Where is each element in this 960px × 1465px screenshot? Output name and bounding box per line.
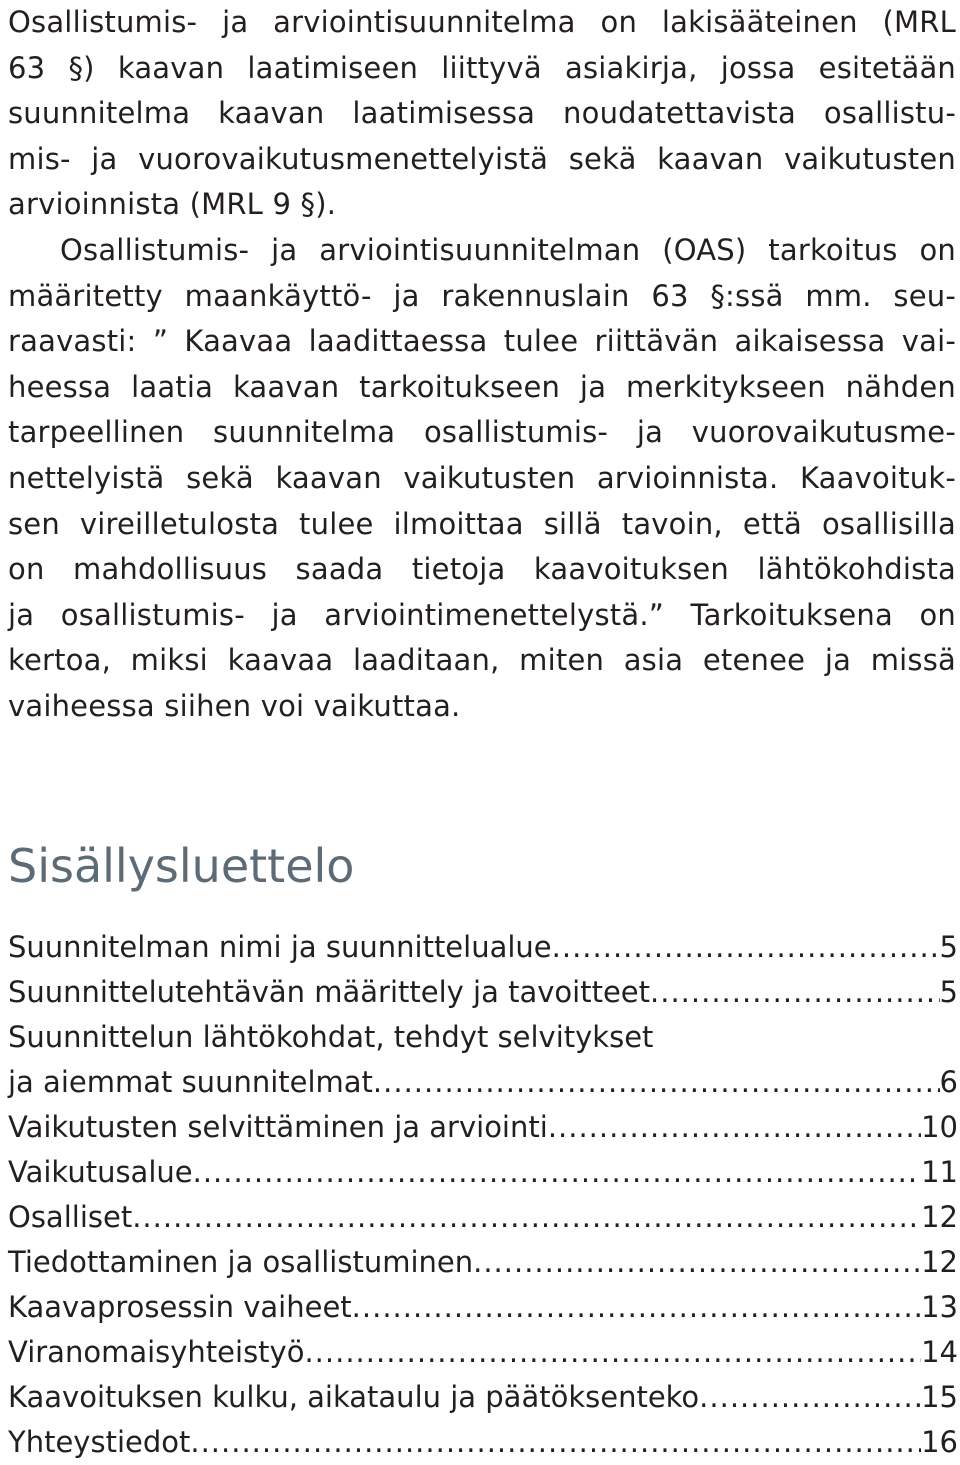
toc-entry-label: Osalliset xyxy=(8,1200,133,1234)
toc-title: Sisällysluettelo xyxy=(8,839,355,893)
toc-dot-leader xyxy=(193,1150,921,1195)
toc-dot-leader xyxy=(132,1195,921,1240)
toc-dot-leader xyxy=(552,925,940,970)
toc-dot-leader xyxy=(190,1420,921,1465)
toc-entry-label: Yhteystiedot xyxy=(8,1425,191,1459)
intro-line: vaiheessa siihen voi vaikuttaa. xyxy=(8,688,461,723)
toc-entry[interactable] xyxy=(8,1420,958,1465)
toc-entry-label: Suunnittelun lähtökohdat, tehdyt selvitykset xyxy=(8,1020,654,1054)
intro-line: raavasti: ” Kaavaa laadittaessa tulee riittävän aikaisessa vai- xyxy=(8,324,956,359)
toc-entry[interactable] xyxy=(8,1195,958,1240)
toc-entry-page: 5 xyxy=(939,975,958,1009)
toc-dot-leader xyxy=(473,1240,921,1285)
toc-entry[interactable] xyxy=(8,1105,958,1150)
toc-entry-page: 5 xyxy=(939,930,958,964)
intro-line: kertoa, miksi kaavaa laaditaan, miten asia etenee ja missä xyxy=(8,643,956,678)
intro-line: mis- ja vuorovaikutusmenettelyistä sekä kaavan vaikutusten xyxy=(8,141,956,176)
toc-entry-page: 14 xyxy=(921,1335,958,1369)
intro-line: Osallistumis- ja arviointisuunnitelma on lakisääteinen (MRL xyxy=(8,5,956,39)
intro-line: tarpeellinen suunnitelma osallistumis- ja vuorovaikutusme- xyxy=(8,415,956,450)
table-of-contents xyxy=(8,925,958,1465)
toc-entry-page: 12 xyxy=(921,1200,958,1234)
toc-entry-label: Vaikutusalue xyxy=(8,1155,193,1189)
toc-entry[interactable] xyxy=(8,1060,958,1105)
toc-entry[interactable] xyxy=(8,1330,958,1375)
intro-line: 63 §) kaavan laatimiseen liittyvä asiakirja, jossa esitetään xyxy=(8,50,956,85)
intro-paragraph xyxy=(8,0,956,730)
toc-entry-page: 6 xyxy=(939,1065,958,1099)
toc-entry[interactable] xyxy=(8,1285,958,1330)
toc-dot-leader xyxy=(373,1060,940,1105)
intro-line: Osallistumis- ja arviointisuunnitelman (OAS) tarkoitus on xyxy=(60,232,956,267)
toc-dot-leader xyxy=(650,970,940,1015)
toc-entry[interactable] xyxy=(8,1375,958,1420)
intro-line: suunnitelma kaavan laatimisessa noudatettavista osallistu- xyxy=(8,96,956,131)
toc-dot-leader xyxy=(699,1375,921,1420)
toc-dot-leader xyxy=(352,1285,921,1330)
intro-line: sen vireilletulosta tulee ilmoittaa sillä tavoin, että osallisilla xyxy=(8,506,956,541)
toc-entry-label: Viranomaisyhteistyö xyxy=(8,1335,305,1369)
toc-entry[interactable] xyxy=(8,1150,958,1195)
toc-entry-page: 16 xyxy=(921,1425,958,1459)
toc-entry-label: ja aiemmat suunnitelmat xyxy=(8,1065,373,1099)
toc-entry-page: 13 xyxy=(921,1290,958,1324)
intro-line: arvioinnista (MRL 9 §). xyxy=(8,187,337,222)
toc-entry-page: 11 xyxy=(921,1155,958,1189)
toc-dot-leader xyxy=(548,1105,921,1150)
toc-entry-label: Kaavaprosessin vaiheet xyxy=(8,1290,352,1324)
toc-entry-page: 10 xyxy=(921,1110,958,1144)
toc-entry-label: Kaavoituksen kulku, aikataulu ja päätöksenteko xyxy=(8,1380,700,1414)
intro-line: määritetty maankäyttö- ja rakennuslain 63 §:ssä mm. seu- xyxy=(8,278,956,313)
toc-entry-label: Suunnitelman nimi ja suunnittelualue xyxy=(8,930,552,964)
intro-line: nettelyistä sekä kaavan vaikutusten arvioinnista. Kaavoituk- xyxy=(8,460,956,495)
toc-entry-page: 12 xyxy=(921,1245,958,1279)
toc-entry[interactable] xyxy=(8,1015,958,1060)
toc-dot-leader xyxy=(304,1330,921,1375)
toc-entry-label: Tiedottaminen ja osallistuminen xyxy=(8,1245,474,1279)
intro-line: heessa laatia kaavan tarkoitukseen ja merkitykseen nähden xyxy=(8,369,956,404)
toc-entry[interactable] xyxy=(8,970,958,1015)
toc-entry-label: Vaikutusten selvittäminen ja arviointi xyxy=(8,1110,548,1144)
toc-entry-label: Suunnittelutehtävän määrittely ja tavoitteet xyxy=(8,975,651,1009)
intro-line: ja osallistumis- ja arviointimenettelystä.” Tarkoituksena on xyxy=(8,597,956,632)
intro-line: on mahdollisuus saada tietoja kaavoituksen lähtökohdista xyxy=(8,552,956,587)
toc-entry-page: 15 xyxy=(921,1380,958,1414)
toc-entry[interactable] xyxy=(8,1240,958,1285)
toc-entry[interactable] xyxy=(8,925,958,970)
